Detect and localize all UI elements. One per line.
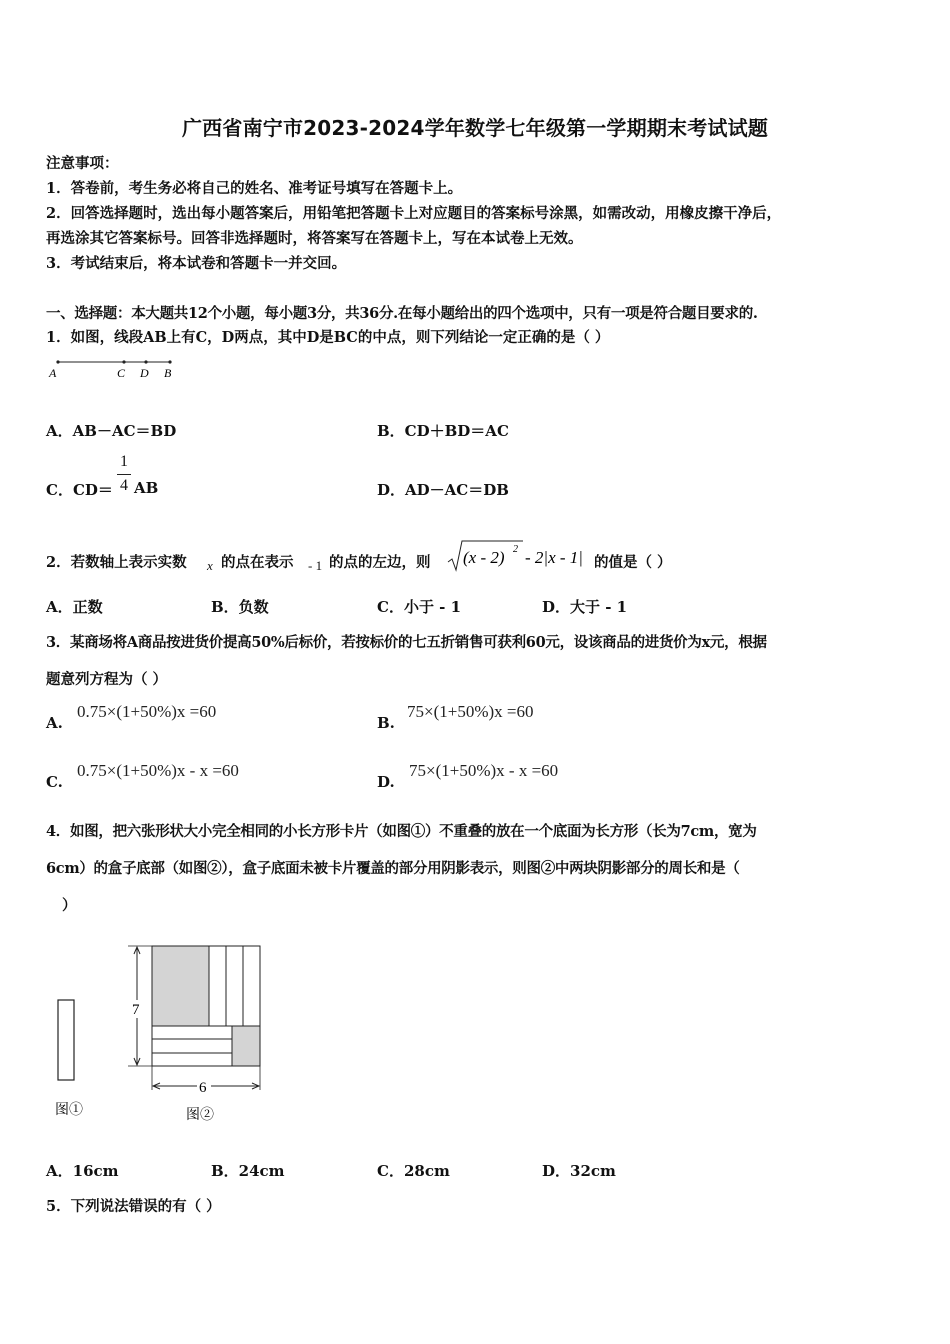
option-c-label: C. (46, 773, 63, 791)
option-a: A．16cm (46, 1162, 119, 1180)
question-2-stem-c: 的点的左边，则 (329, 554, 431, 571)
dimension-height: 7 (132, 1002, 140, 1018)
notice-heading: 注意事项： (46, 155, 119, 172)
sqrt-expression (445, 538, 595, 574)
option-d: D．大于 - 1 (542, 598, 628, 616)
option-d: D．AD－AC＝DB (377, 481, 509, 499)
question-5-stem: 5．下列说法错误的有（ ） (46, 1198, 221, 1215)
negative-one: - 1 (308, 558, 323, 573)
figure-2 (120, 938, 270, 1126)
notice-item: 2．回答选择题时，选出每小题答案后，用铅笔把答题卡上对应题目的答案标号涂黑，如需改动，用橡皮擦干净后， (46, 205, 782, 222)
label-c: C (117, 366, 126, 380)
question-4-line-2: 6cm）的盒子底部（如图②），盒子底面未被卡片覆盖的部分用阴影表示，则图②中两块阴影部分的周长和是（ (46, 860, 740, 877)
option-b: B．负数 (211, 598, 269, 616)
point-b (168, 360, 171, 363)
dimension-width: 6 (199, 1080, 207, 1096)
option-c-expression: 0.75×(1+50%)x - x =60 (77, 761, 239, 780)
fraction-bar (117, 474, 131, 475)
question-1-stem: 1．如图，线段AB上有C，D两点，其中D是BC的中点，则下列结论一定正确的是（ ） (46, 329, 610, 346)
option-c-suffix: AB (134, 479, 159, 497)
option-a-label: A. (46, 714, 63, 732)
option-a: A．AB－AC＝BD (46, 422, 177, 440)
figure-1-label: 图① (55, 1103, 83, 1118)
shaded-region-bottom (232, 1026, 260, 1066)
option-b-label: B. (377, 714, 395, 732)
question-2-stem-b: 的点在表示 (221, 554, 294, 571)
option-d: D．32cm (542, 1162, 616, 1180)
small-card (58, 1000, 74, 1080)
option-c-prefix: C．CD＝ (46, 481, 113, 499)
option-a-expression: 0.75×(1+50%)x =60 (77, 702, 217, 721)
option-a: A．正数 (46, 598, 103, 616)
question-4-line-1: 4．如图，把六张形状大小完全相同的小长方形卡片（如图①）不重叠的放在一个底面为长方形（长为7cm，宽为 (46, 823, 757, 840)
page-title: 广西省南宁市2023-2024学年数学七年级第一学期期末考试试题 (181, 116, 769, 140)
question-2-stem-a: 2．若数轴上表示实数 (46, 554, 187, 571)
point-a (56, 360, 59, 363)
point-c (122, 360, 125, 363)
point-d (144, 360, 147, 363)
figure-1 (50, 995, 90, 1120)
option-d-expression: 75×(1+50%)x - x =60 (409, 761, 559, 780)
segment-diagram (46, 354, 186, 384)
label-d: D (140, 366, 149, 380)
notice-item: 3．考试结束后，将本试卷和答题卡一并交回。 (46, 255, 347, 272)
abs-expression: - 2|x - 1| (525, 548, 583, 567)
question-3-line-2: 题意列方程为（ ） (46, 671, 168, 688)
sqrt-inner: (x - 2) (463, 548, 505, 567)
section-heading: 一、选择题：本大题共12个小题，每小题3分，共36分.在每小题给出的四个选项中，只有一项是符合题目要求的. (46, 305, 758, 322)
figure-2-label: 图② (186, 1108, 214, 1123)
option-c: C．28cm (377, 1162, 450, 1180)
fraction-denominator: 4 (120, 477, 128, 494)
question-2-stem-d: 的值是（ ） (594, 554, 672, 571)
option-b-expression: 75×(1+50%)x =60 (407, 702, 534, 721)
notice-item: 再选涂其它答案标号。回答非选择题时，将答案写在答题卡上，写在本试卷上无效。 (46, 230, 583, 247)
label-b: B (164, 366, 172, 380)
option-d-label: D. (377, 773, 395, 791)
question-4-line-3: ） (62, 897, 77, 914)
shaded-region-top (152, 946, 209, 1026)
fraction-numerator: 1 (120, 453, 128, 470)
sqrt-exponent: 2 (513, 544, 518, 555)
label-a: A (49, 366, 57, 380)
option-c: C．小于 - 1 (377, 598, 462, 616)
notice-item: 1．答卷前，考生务必将自己的姓名、准考证号填写在答题卡上。 (46, 180, 463, 197)
question-3-line-1: 3．某商场将A商品按进货价提高50%后标价，若按标价的七五折销售可获利60元，设该商品的进货价为x元，根据 (46, 634, 767, 651)
option-c (46, 479, 113, 500)
variable-x: x (207, 558, 213, 573)
option-b: B．24cm (211, 1162, 285, 1180)
option-b: B．CD＋BD＝AC (377, 422, 509, 440)
